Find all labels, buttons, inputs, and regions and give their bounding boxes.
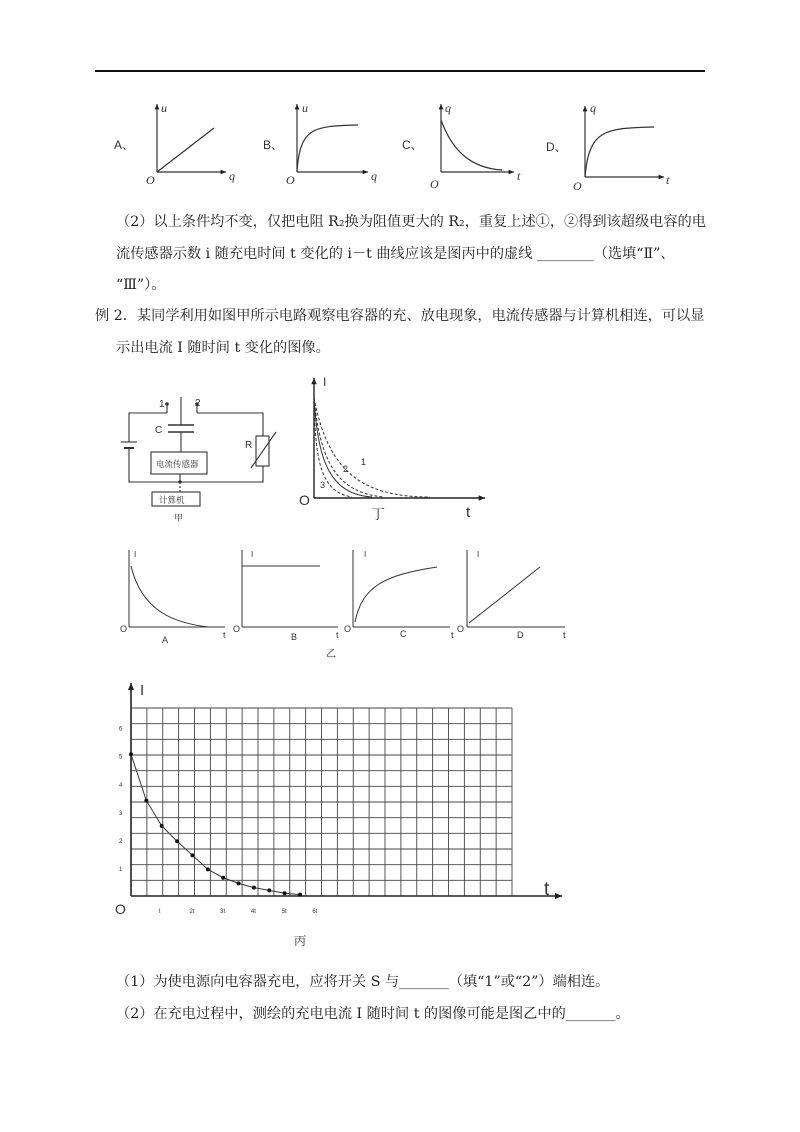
graph-yi-c-origin: O xyxy=(344,624,352,634)
graph-yi-b-yaxis: I xyxy=(251,550,254,559)
circuit-diagram xyxy=(121,397,276,506)
graph-yi-d-xaxis: t xyxy=(563,630,566,640)
chart-point xyxy=(221,876,225,880)
q2-line1: （2）以上条件均不变，仅把电阻 R₂换为阻值更大的 R₂，重复上述①，②得到该超级电容的电 xyxy=(116,214,706,230)
graph-yi-c-xaxis: t xyxy=(451,630,454,640)
chart-point xyxy=(252,886,256,890)
graph-top-c-xaxis: t xyxy=(517,169,521,183)
chart-point xyxy=(237,881,241,885)
graph-yi-c-caption: C xyxy=(400,629,407,639)
graph-yi-d-origin: O xyxy=(457,624,465,634)
graph-ding-xaxis: t xyxy=(466,504,471,521)
graph-top-d-xaxis: t xyxy=(666,173,670,187)
graph-yi-a-yaxis: I xyxy=(134,550,137,559)
graph-yi-b-xaxis: t xyxy=(336,630,339,640)
graph-top-a-xaxis: q xyxy=(229,169,235,183)
circuit-sensor-label: 电流传感器 xyxy=(156,459,199,469)
graph-ding-origin: O xyxy=(299,492,310,508)
chart-point xyxy=(144,799,148,803)
chart-point xyxy=(175,839,179,843)
q2-line2: 流传感器示数 i 随充电时间 t 变化的 i－t 曲线应该是图丙中的虚线 ________（选填“Ⅱ”、 xyxy=(116,246,675,262)
chart-ylabel: I xyxy=(140,682,145,699)
chart-xtick: t xyxy=(158,909,161,915)
chart-ytick: 2 xyxy=(119,838,123,845)
chart-xtick: 5t xyxy=(281,909,287,915)
graph-top-c-origin: O xyxy=(430,177,439,191)
graph-yi-b-caption: B xyxy=(291,632,298,642)
graph-yi-a xyxy=(120,550,226,645)
chart-point xyxy=(160,824,164,828)
chart-point xyxy=(283,891,287,895)
graph-top-d-label: D、 xyxy=(546,140,567,154)
graph-yi-c-yaxis: I xyxy=(364,550,367,559)
sub-q1: （1）为使电源向电容器充电，应将开关 S 与_______（填“1”或“2”）端相连。 xyxy=(116,974,610,990)
graph-top-d-origin: O xyxy=(573,179,582,193)
ex2-line1: 例 2．某同学利用如图甲所示电路观察电容器的充、放电现象，电流传感器与计算机相连，可以显 xyxy=(95,308,705,324)
graph-yi-c xyxy=(344,550,454,640)
graph-ding-curve2: 2 xyxy=(343,464,349,474)
circuit-cap-label: C xyxy=(155,425,163,436)
chart-ytick: 5 xyxy=(119,754,123,761)
graph-ding xyxy=(299,375,485,522)
chart-point xyxy=(298,893,302,897)
circuit-res-label: R xyxy=(245,440,253,451)
chart-ytick: 4 xyxy=(119,782,123,789)
chart-xtick: 4t xyxy=(250,909,256,915)
graph-yi-a-origin: O xyxy=(120,624,128,634)
graph-yi-d xyxy=(457,550,566,640)
graph-yi-d-caption: D xyxy=(517,630,524,640)
graph-top-d xyxy=(546,101,670,193)
graph-yi-b xyxy=(233,550,339,642)
graph-top-b-xaxis: q xyxy=(371,169,377,183)
chart-caption: 丙 xyxy=(294,934,307,948)
sub-q2: （2）在充电过程中，测绘的充电电流 I 随时间 t 的图像可能是图乙中的_______。 xyxy=(116,1006,630,1022)
graph-top-d-yaxis: q xyxy=(590,101,596,115)
graph-top-c-label: C、 xyxy=(402,138,423,152)
graph-top-b xyxy=(263,101,377,187)
graph-top-c-yaxis: q xyxy=(445,101,451,115)
chart-point xyxy=(267,888,271,892)
q2-line3: “Ⅲ”）。 xyxy=(116,277,166,293)
chart-ytick: 1 xyxy=(119,866,123,873)
graph-top-b-label: B、 xyxy=(263,138,284,152)
graph-ding-caption: 丁 xyxy=(371,506,385,522)
graph-ding-yaxis: I xyxy=(323,375,327,389)
graph-top-a-origin: O xyxy=(146,173,155,187)
chart-point xyxy=(206,867,210,871)
graph-top-a xyxy=(114,101,235,187)
chart-point xyxy=(190,853,194,857)
chart-ytick: 6 xyxy=(119,726,123,733)
circuit-computer-label: 计算机 xyxy=(159,495,185,505)
graph-yi-a-caption: A xyxy=(162,635,169,645)
chart-bing xyxy=(115,682,562,948)
graph-yi-a-xaxis: t xyxy=(223,630,226,640)
chart-curve xyxy=(131,754,300,894)
yi-caption: 乙 xyxy=(326,649,336,660)
graph-ding-curve3: 3 xyxy=(320,480,326,490)
graph-yi-d-yaxis: I xyxy=(477,550,480,559)
chart-point xyxy=(129,752,133,756)
graph-top-c xyxy=(402,101,521,191)
chart-xtick: 2t xyxy=(189,909,195,915)
chart-grid xyxy=(131,708,512,896)
chart-xtick: 3t xyxy=(220,909,226,915)
graph-top-b-origin: O xyxy=(286,173,295,187)
circuit-caption: 甲 xyxy=(174,513,184,523)
graph-top-b-yaxis: u xyxy=(302,101,308,115)
graph-top-a-label: A、 xyxy=(114,138,135,152)
circuit-sw1-label: 1 xyxy=(159,399,165,410)
chart-xlabel: t xyxy=(544,879,550,900)
chart-ytick: 3 xyxy=(119,810,123,817)
ex2-line2: 示出电流 I 随时间 t 变化的图像。 xyxy=(116,340,330,356)
graph-yi-b-origin: O xyxy=(233,624,241,634)
chart-origin: O xyxy=(115,901,126,917)
chart-xtick: 6t xyxy=(312,909,318,915)
circuit-sw2-label: 2 xyxy=(195,398,201,409)
graph-top-a-yaxis: u xyxy=(161,101,167,115)
graph-ding-curve1: 1 xyxy=(361,457,367,467)
